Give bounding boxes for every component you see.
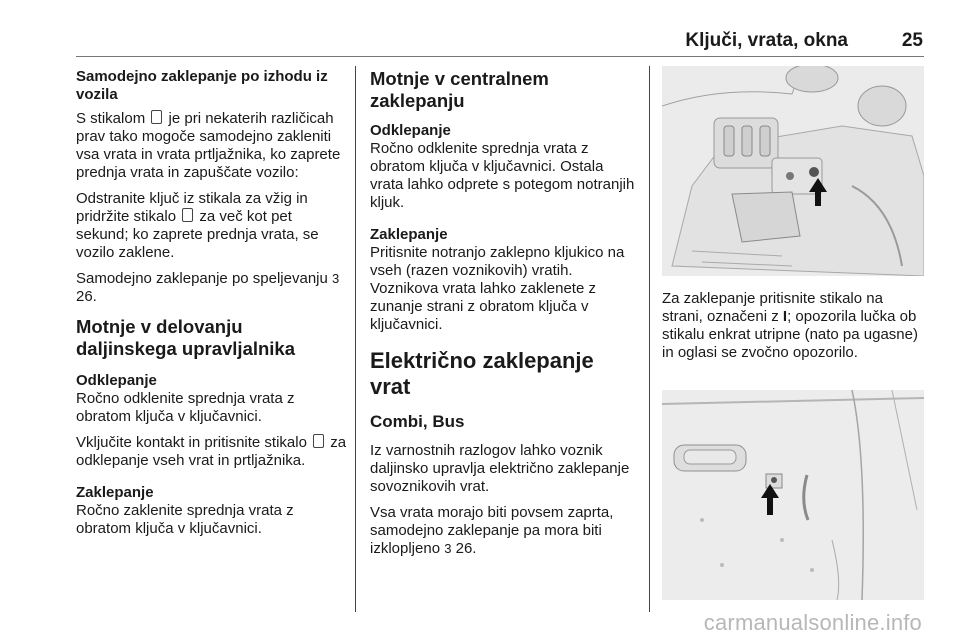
- subheading-unlocking: Odklepanje: [370, 122, 451, 139]
- header-title: Ključi, vrata, okna: [685, 30, 848, 51]
- heading-electric-door-lock: Električno zaklepanje vrat: [370, 348, 594, 399]
- column-divider-1: [355, 66, 356, 612]
- dashboard-switch-illustration: [662, 66, 924, 276]
- paragraph-doors-closed: Vsa vrata morajo biti povsem zaprta, samodejno zaklepanje pa mora biti izklopljeno 3 26.: [370, 504, 614, 557]
- heading-combi-bus: Combi, Bus: [370, 412, 465, 431]
- sliding-door-illustration: [662, 390, 924, 600]
- lock-switch-icon: [151, 110, 162, 124]
- column-middle: [370, 68, 638, 566]
- column-right-caption: [662, 290, 924, 370]
- paragraph-remote-passenger-lock: Iz varnostnih razlogov lahko voznik daljinsko upravlja električno zaklepanje sovoznikovih vrat.: [370, 442, 630, 495]
- lock-switch-icon: [182, 208, 193, 222]
- subheading-unlocking: Odklepanje: [76, 372, 157, 389]
- paragraph-unlock-central: Ročno odklenite sprednja vrata z obratom ključa v ključavnici. Ostala vrata lahko odprete s potegom notranjih kljuk.: [370, 140, 635, 211]
- lock-switch-icon: [313, 434, 324, 448]
- paragraph-remove-key: Odstranite ključ iz stikala za vžig in pridržite stikalo za več kot pet sekund; ko zaprete prednja vrata, se vozilo zaklene.: [76, 190, 319, 261]
- dashboard-drawing: [662, 66, 924, 276]
- heading-remote-fault: Motnje v delovanju daljinskega upravljalnika: [76, 316, 296, 359]
- subheading-locking: Zaklepanje: [370, 226, 448, 243]
- paragraph-lock-manual: Ročno zaklenite sprednja vrata z obratom ključa v ključavnici.: [76, 502, 294, 537]
- heading-auto-exit-lock: Samodejno zaklepanje po izhodu iz vozila: [76, 68, 328, 103]
- page-reference-icon[interactable]: 3: [332, 271, 340, 286]
- subheading-locking: Zaklepanje: [76, 484, 154, 501]
- page-reference-icon[interactable]: 3: [444, 541, 452, 556]
- caption-lock-switch: Za zaklepanje pritisnite stikalo na strani, označeni z I; opozorila lučka ob stikalu enkrat utripne (nato pa ugasne) in oglasi se zvočno opozorilo.: [662, 290, 918, 361]
- paragraph-auto-lock-drive: Samodejno zaklepanje po speljevanju 3 26.: [76, 270, 340, 305]
- column-divider-2: [649, 66, 650, 612]
- door-drawing: [662, 390, 924, 600]
- paragraph-lock-central: Pritisnite notranjo zaklepno kljukico na vseh (razen voznikovih) vratih. Voznikova vrata lahko zaklenete z zunanje strani z obratom ključa v ključavnici.: [370, 244, 625, 333]
- paragraph-unlock-switch: Vključite kontakt in pritisnite stikalo za odklepanje vseh vrat in prtljažnika.: [76, 434, 347, 469]
- column-left: [76, 68, 348, 546]
- heading-central-lock-fault: Motnje v centralnem zaklepanju: [370, 68, 549, 111]
- watermark-text: carmanualsonline.info: [703, 610, 922, 635]
- paragraph-unlock-manual: Ročno odklenite sprednja vrata z obratom ključa v ključavnici.: [76, 390, 295, 425]
- paragraph-switch-auto-lock: S stikalom je pri nekaterih različicah prav tako mogoče samodejno zakleniti vsa vrata in vrata prtljažnika, ko zaprete prednja vrata in zapuščate vozilo:: [76, 110, 341, 181]
- header-rule: [76, 56, 924, 57]
- page-number: 25: [901, 30, 923, 51]
